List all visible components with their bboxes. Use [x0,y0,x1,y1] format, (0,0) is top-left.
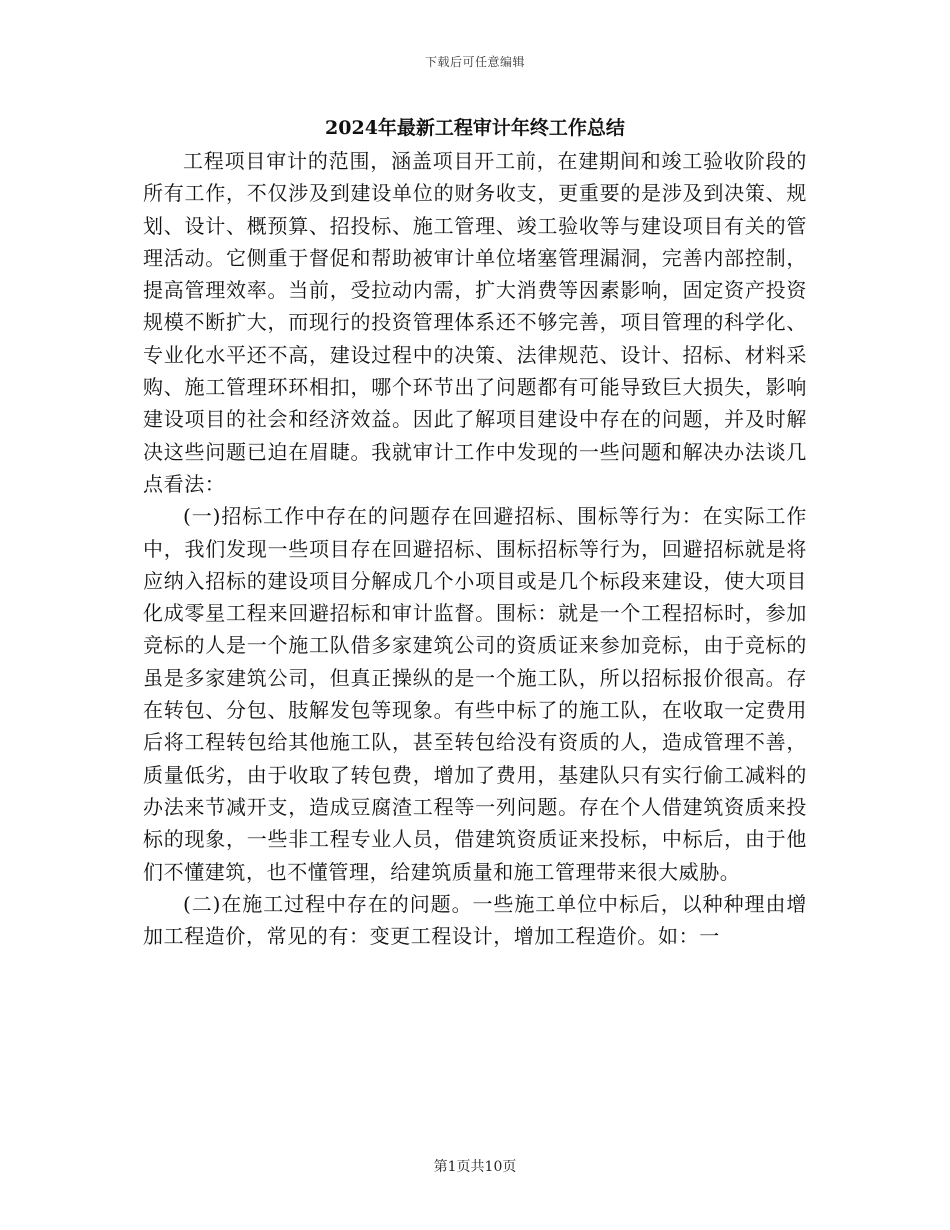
paragraph-section-2: (二)在施工过程中存在的问题。一些施工单位中标后，以种种理由增加工程造价，常见的有：变更工程设计，增加工程造价。如：一 [143,891,807,949]
page-footer-page-number: 第1页共10页 [433,1159,517,1175]
paragraph-intro: 工程项目审计的范围，涵盖项目开工前，在建期间和竣工验收阶段的所有工作，不仅涉及到建设单位的财务收支，更重要的是涉及到决策、规划、设计、概预算、招投标、施工管理、竣工验收等与建设项目有关的管理活动。它侧重于督促和帮助被审计单位堵塞管理漏洞，完善内部控制，提高管理效率。当前，受拉动内需，扩大消费等因素影响，固定资产投资规模不断扩大，而现行的投资管理体系还不够完善，项目管理的科学化、专业化水平还不高，建设过程中的决策、法律规范、设计、招标、材料采购、施工管理环环相扣，哪个环节出了问题都有可能导致巨大损失，影响建设项目的社会和经济效益。因此了解项目建设中存在的问题，并及时解决这些问题已迫在眉睫。我就审计工作中发现的一些问题和解决办法谈几点看法： [143,149,807,496]
document-body [143,145,807,952]
paragraph-section-1: (一)招标工作中存在的问题存在回避招标、围标等行为：在实际工作中，我们发现一些项目存在回避招标、围标招标等行为，回避招标就是将应纳入招标的建设项目分解成几个小项目或是几个标段来建设，使大项目化成零星工程来回避招标和审计监督。围标：就是一个工程招标时，参加竞标的人是一个施工队借多家建筑公司的资质证来参加竞标，由于竞标的虽是多家建筑公司，但真正操纵的是一个施工队，所以招标报价很高。存在转包、分包、肢解发包等现象。有些中标了的施工队，在收取一定费用后将工程转包给其他施工队，甚至转包给没有资质的人，造成管理不善，质量低劣，由于收取了转包费，增加了费用，基建队只有实行偷工减料的办法来节减开支，造成豆腐渣工程等一列问题。存在个人借建筑资质来投标的现象，一些非工程专业人员，借建筑资质证来投标，中标后，由于他们不懂建筑，也不懂管理，给建筑质量和施工管理带来很大威胁。 [143,504,807,884]
document-title: 2024年最新工程审计年终工作总结 [325,117,625,139]
page-header-note: 下载后可任意编辑 [424,55,525,69]
